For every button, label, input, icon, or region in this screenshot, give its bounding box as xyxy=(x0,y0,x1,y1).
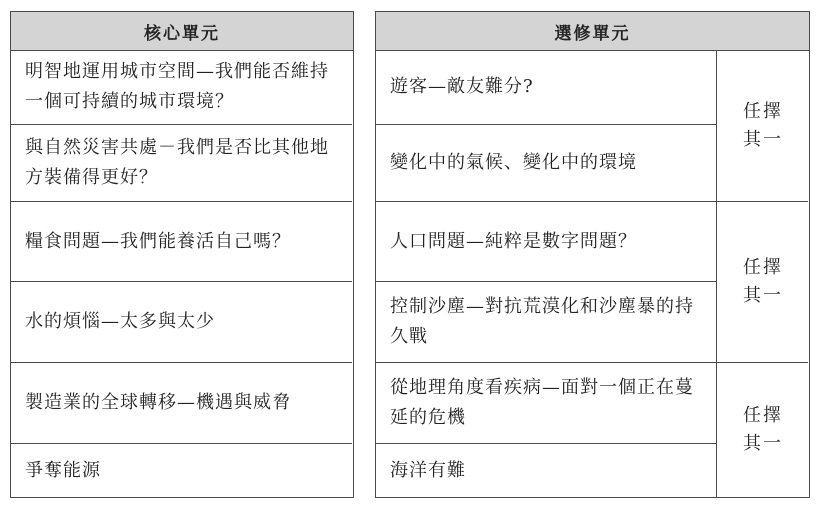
core-units-table xyxy=(10,11,354,498)
elective-units-table xyxy=(375,11,810,498)
elective-unit-1: 遊客—敵友難分? xyxy=(390,76,534,97)
core-unit-1: 明智地運用城市空間—我們能否維持一個可持續的城市環境？ xyxy=(25,61,329,112)
elective-units-header: 選修單元 xyxy=(376,12,809,51)
elective-unit-3: 人口問題—純粹是數字問題？ xyxy=(390,230,637,252)
core-unit-4: 水的煩惱—太多與太少 xyxy=(25,311,215,332)
elective-unit-5: 從地理角度看疾病—面對一個正在蔓延的危機 xyxy=(390,377,694,428)
elective-unit-2: 變化中的氣候、變化中的環境 xyxy=(390,152,637,173)
core-unit-2: 與自然災害共處－我們是否比其他地方裝備得更好？ xyxy=(25,137,329,188)
choose-one-text: 任擇其一 xyxy=(743,100,783,150)
core-unit-5: 製造業的全球轉移—機遇與威脅 xyxy=(25,392,291,413)
core-unit-3: 糧食問題—我們能養活自己嗎？ xyxy=(25,230,291,252)
elective-unit-6: 海洋有難 xyxy=(390,459,466,481)
choose-one-label-group-1 xyxy=(717,50,809,201)
choose-one-label-group-3 xyxy=(717,363,809,497)
choose-one-text: 任擇其一 xyxy=(743,257,783,306)
core-units-header: 核心單元 xyxy=(11,12,353,51)
choose-one-text: 任擇其一 xyxy=(743,405,783,454)
core-unit-6: 爭奪能源 xyxy=(25,459,101,481)
elective-unit-4: 控制沙塵—對抗荒漠化和沙塵暴的持久戰 xyxy=(390,296,694,347)
choose-one-label-group-2 xyxy=(717,202,809,362)
